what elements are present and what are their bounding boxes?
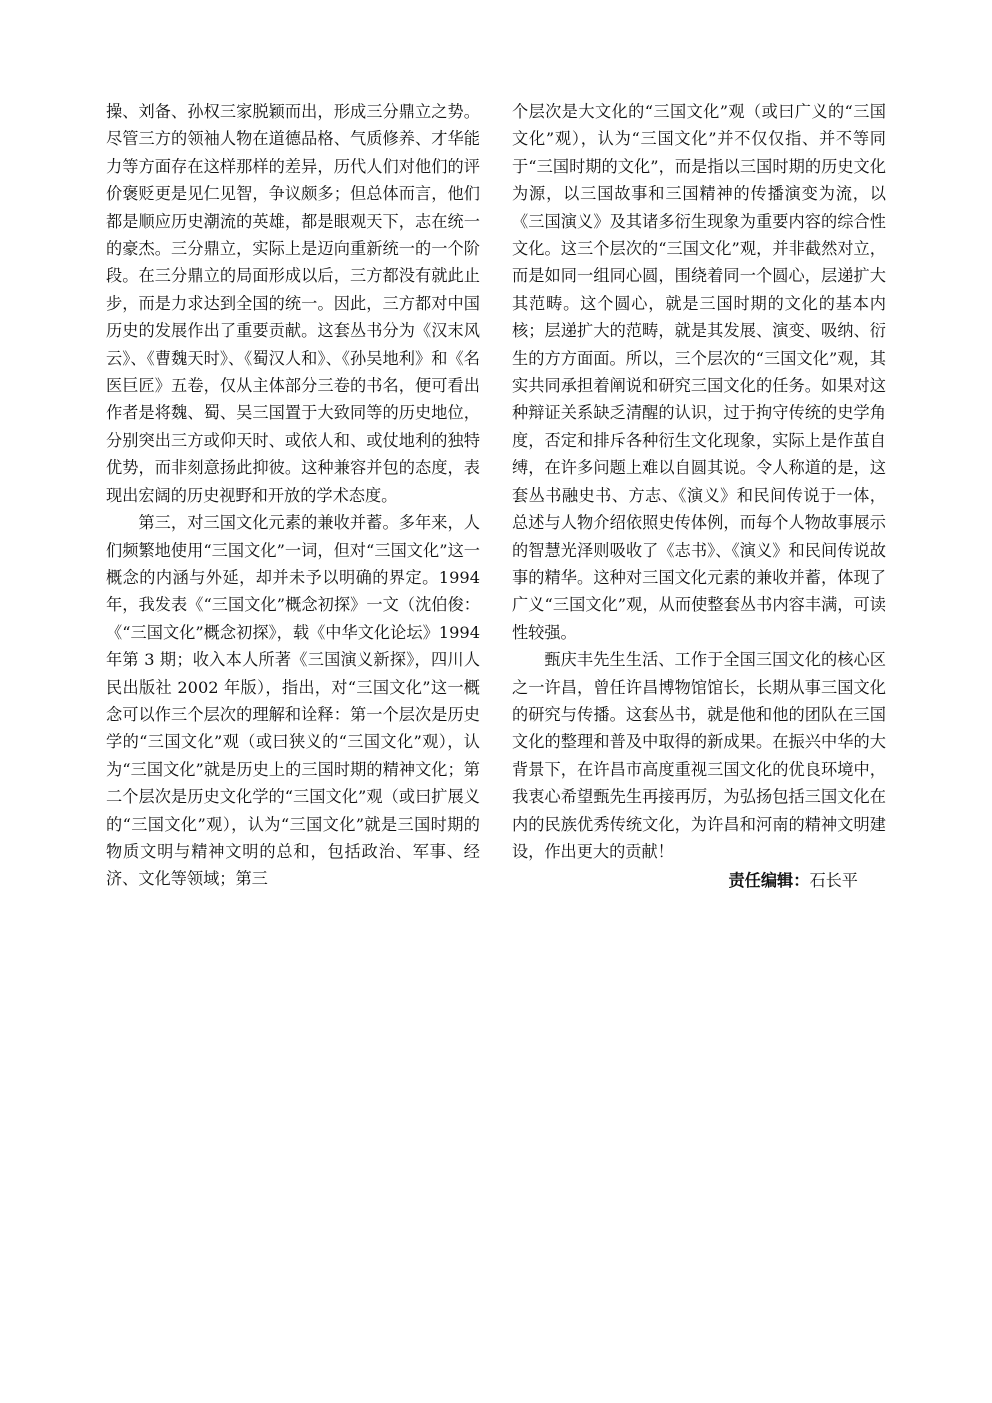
paragraph-closing: 甄庆丰先生生活、工作于全国三国文化的核心区之一许昌，曾任许昌博物馆馆长，长期从事三国文化的研究与传播。这套丛书，就是他和他的团队在三国文化的整理和普及中取得的新成果。在振兴中华的大背景下，在许昌市高度重视三国文化的优良环境中，我衷心希望甄先生再接再厉，为弘扬包括三国文化在内的民族优秀传统文化，为许昌和河南的精神文明建设，作出更大的贡献！: [512, 650, 886, 861]
right-column: [512, 98, 886, 895]
paragraph-three-levels: 个层次是大文化的“三国文化”观（或曰广义的“三国文化”观），认为“三国文化”并不仅仅指、并不等同于“三国时期的文化”，而是指以三国时期的历史文化为源，以三国故事和三国精神的传播演变为流，以《三国演义》及其诸多衍生现象为重要内容的综合性文化。这三个层次的“三国文化”观，并非截然对立，而是如同一组同心圆，围绕着同一个圆心，层递扩大其范畴。这个圆心，就是三国时期的文化的基本内核；层递扩大的范畴，就是其发展、演变、吸纳、衍生的方方面面。所以，三个层次的“三国文化”观，其实共同承担着阐说和研究三国文化的任务。如果对这种辩证关系缺乏清醒的认识，过于拘守传统的史学角度，否定和排斥各种衍生文化现象，实际上是作茧自缚，在许多问题上难以自圆其说。令人称道的是，这套丛书融史书、方志、《演义》和民间传说于一体，总述与人物介绍依照史传体例，而每个人物故事展示的智慧光泽则吸收了《志书》、《演义》和民间传说故事的精华。这种对三国文化元素的兼收并蓄，体现了广义“三国文化”观，从而使整套丛书内容丰满，可读性较强。: [512, 102, 886, 642]
left-column: [106, 98, 480, 893]
editor-credit: [512, 867, 886, 894]
editor-name: 石长平: [809, 871, 858, 891]
editor-label: 责任编辑：: [728, 871, 810, 891]
paragraph-third-point: 第三，对三国文化元素的兼收并蓄。多年来，人们频繁地使用“三国文化”一词，但对“三国文化”这一概念的内涵与外延，却并未予以明确的界定。1994 年，我发表《“三国文化”概念初探》一文（沈伯俊：《“三国文化”概念初探》，载《中华文化论坛》1994 年第 3 期；收入本人所著《三国演义新探》，四川人民出版社 2002 年版），指出，对“三国文化”这一概念可以作三个层次的理解和诠释：第一个层次是历史学的“三国文化”观（或曰狭义的“三国文化”观），认为“三国文化”就是历史上的三国时期的精神文化；第二个层次是历史文化学的“三国文化”观（或曰扩展义的“三国文化”观），认为“三国文化”就是三国时期的物质文明与精神文明的总和，包括政治、军事、经济、文化等领域；第三: [106, 513, 480, 889]
paragraph-continuation: 操、刘备、孙权三家脱颖而出，形成三分鼎立之势。尽管三方的领袖人物在道德品格、气质修养、才华能力等方面存在这样那样的差异，历代人们对他们的评价褒贬更是见仁见智，争议颇多；但总体而言，他们都是顺应历史潮流的英雄，都是眼观天下，志在统一的豪杰。三分鼎立，实际上是迈向重新统一的一个阶段。在三分鼎立的局面形成以后，三方都没有就此止步，而是力求达到全国的统一。因此，三方都对中国历史的发展作出了重要贡献。这套丛书分为《汉末风云》、《曹魏天时》、《蜀汉人和》、《孙吴地利》和《名医巨匠》五卷，仅从主体部分三卷的书名，便可看出作者是将魏、蜀、吴三国置于大致同等的历史地位，分别突出三方或仰天时、或依人和、或仗地利的独特优势，而非刻意扬此抑彼。这种兼容并包的态度，表现出宏阔的历史视野和开放的学术态度。: [106, 102, 480, 505]
